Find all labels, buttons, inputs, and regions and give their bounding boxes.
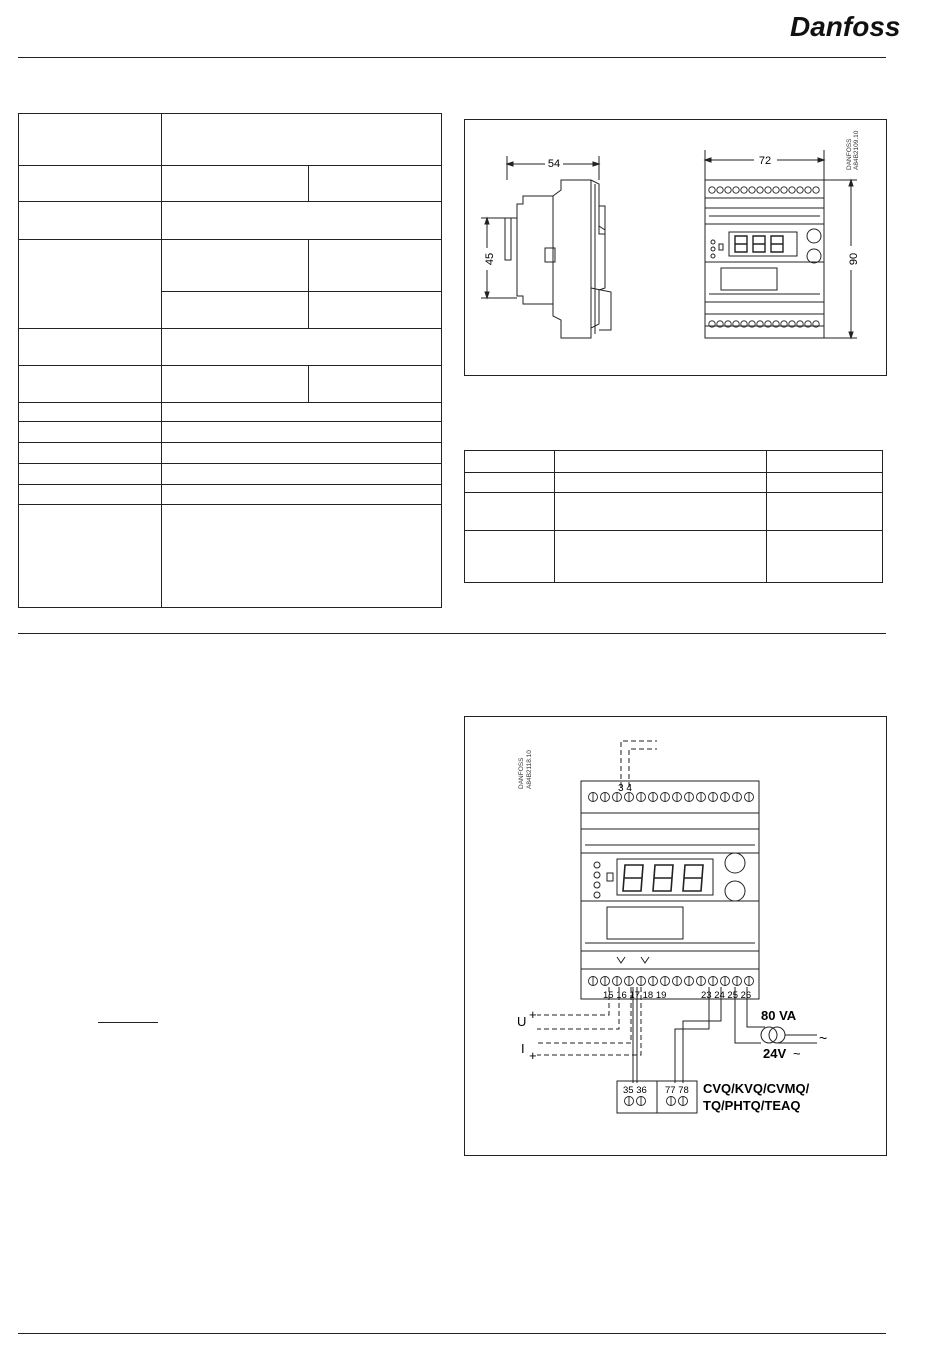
table-row (19, 166, 442, 202)
top-terminal-numbers: 3 4 (618, 783, 632, 794)
table-cell (554, 531, 766, 583)
technical-data-table (18, 113, 442, 608)
table-cell (465, 473, 555, 493)
table-cell (767, 473, 883, 493)
table-cell (554, 451, 766, 473)
valve-terminal-numbers: 35 36 (623, 1085, 647, 1096)
dimension-drawing (465, 120, 886, 375)
table-cell (19, 505, 162, 608)
table-row (19, 485, 442, 505)
table-cell (19, 403, 162, 422)
table-cell (767, 493, 883, 531)
table-cell (465, 531, 555, 583)
table-row (19, 202, 442, 240)
table-cell (309, 292, 442, 329)
table-cell (161, 366, 309, 403)
table-cell (19, 329, 162, 366)
current-plus-sign: + (529, 1048, 537, 1063)
valve-types-line-2: TQ/PHTQ/TEAQ (703, 1098, 801, 1113)
dim-drawing-code-2: A84B2109.10 (853, 130, 860, 170)
table-cell (767, 531, 883, 583)
table-cell (161, 240, 309, 292)
ac-supply-symbol: ~ (819, 1030, 828, 1046)
table-cell (161, 505, 441, 608)
table-cell (161, 422, 441, 443)
table-cell (161, 443, 441, 464)
table-row (19, 114, 442, 166)
dim-drawing-code-1: DANFOSS (846, 138, 853, 170)
table-cell (161, 485, 441, 505)
danfoss-logo (788, 8, 901, 49)
table-cell (309, 366, 442, 403)
table-cell (19, 114, 162, 166)
dim-side-height: 45 (484, 252, 496, 266)
table-row (19, 505, 442, 608)
table-row (465, 531, 883, 583)
logo-text: Danfoss (790, 11, 901, 42)
table-cell (19, 443, 162, 464)
table-row (19, 366, 442, 403)
transformer-rating: 80 VA (761, 1008, 797, 1023)
table-cell (161, 166, 309, 202)
dim-side-width: 54 (547, 158, 561, 170)
table-cell (19, 485, 162, 505)
table-cell (161, 114, 441, 166)
table-row (465, 473, 883, 493)
table-cell (309, 240, 442, 292)
section-rule (18, 633, 886, 634)
table-cell (465, 493, 555, 531)
table-cell (19, 422, 162, 443)
table-cell (309, 166, 442, 202)
voltage-plus-sign: + (529, 1007, 537, 1022)
table-row (19, 443, 442, 464)
wiring-drawing-code-2: A84B2118.10 (526, 750, 533, 789)
table-row (19, 403, 442, 422)
table-cell (161, 292, 309, 329)
table-cell (161, 464, 441, 485)
ordering-table (464, 450, 883, 583)
table-row (465, 493, 883, 531)
valve-terminal-numbers-right: 77 78 (665, 1085, 689, 1096)
table-cell (19, 240, 162, 329)
danfoss-logo-mark (788, 8, 901, 44)
footer-rule (18, 1333, 886, 1334)
table-row (19, 464, 442, 485)
table-cell (19, 202, 162, 240)
table-cell (19, 464, 162, 485)
table-cell (554, 493, 766, 531)
table-row (19, 240, 442, 292)
dimension-drawing-panel (464, 119, 887, 376)
table-row (19, 422, 442, 443)
table-cell (465, 451, 555, 473)
table-row (465, 451, 883, 473)
bottom-terminal-numbers-right: 23 24 25 26 (701, 990, 752, 1001)
table-cell (767, 451, 883, 473)
table-cell (19, 366, 162, 403)
table-row (19, 329, 442, 366)
text-underline (98, 1022, 158, 1023)
current-signal-label: I (521, 1041, 525, 1056)
table-cell (554, 473, 766, 493)
table-cell (161, 403, 441, 422)
table-cell (19, 166, 162, 202)
bottom-terminal-numbers: 15 16 17 18 19 (603, 990, 667, 1001)
header-rule (18, 57, 886, 58)
supply-voltage: 24V (763, 1046, 787, 1061)
wiring-drawing-code-1: DANFOSS (518, 757, 525, 789)
dim-front-width: 72 (758, 155, 772, 167)
table-cell (161, 329, 441, 366)
voltage-signal-label: U (517, 1014, 527, 1029)
valve-types-line-1: CVQ/KVQ/CVMQ/ (703, 1081, 810, 1096)
ac-symbol-small: ~ (793, 1046, 801, 1061)
wiring-diagram-panel (464, 716, 887, 1156)
dim-front-height: 90 (848, 252, 860, 266)
wiring-diagram (465, 717, 886, 1155)
table-cell (161, 202, 441, 240)
